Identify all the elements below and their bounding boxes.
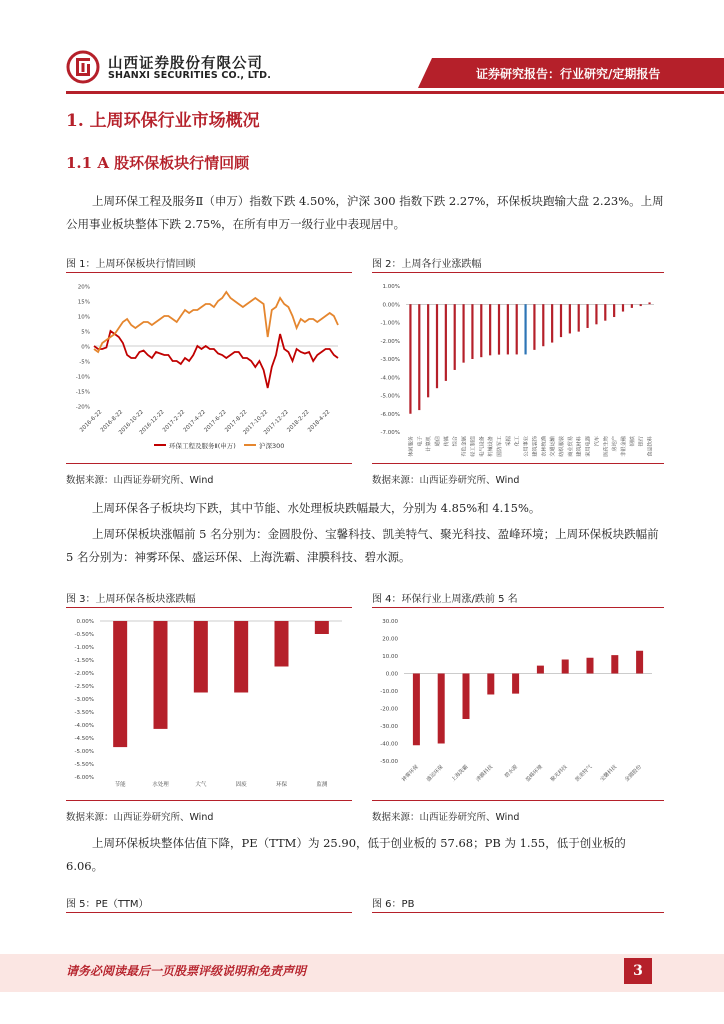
bar (489, 304, 491, 355)
x-tick-label: 凯美特气 (574, 764, 594, 784)
x-tick-label: 通信 (435, 436, 441, 447)
figure-4-bottom-rule (372, 800, 664, 801)
x-tick-label: 盛运环保 (425, 764, 445, 784)
y-tick-label: 0.00% (382, 302, 400, 309)
bar (578, 304, 580, 331)
x-tick-label: 采掘 (505, 436, 512, 447)
bar (604, 304, 606, 320)
figure-4-source: 数据来源：山西证券研究所、Wind (372, 812, 520, 823)
figure-1-bottom-rule (66, 463, 352, 464)
series-hs300-line (94, 292, 338, 352)
x-tick-label: 机械设备 (488, 436, 495, 457)
y-tick-label: -20.00 (380, 706, 398, 713)
x-tick-label: 上海洗霸 (450, 764, 470, 784)
x-tick-label: 建筑装饰 (532, 436, 539, 457)
x-tick-label: 2017-6-22 (203, 409, 228, 434)
y-tick-label: -5.50% (74, 762, 94, 768)
x-tick-label: 碧水源 (503, 764, 520, 780)
y-tick-label: -5% (79, 359, 90, 366)
x-tick-label: 大气 (195, 782, 207, 788)
figure-3-bottom-rule (66, 800, 352, 801)
bar (636, 651, 643, 674)
x-tick-label: 水处理 (152, 782, 169, 788)
y-tick-label: -3.00% (380, 357, 400, 363)
subsection-title: 1.1 A 股环保板块行情回顾 (66, 154, 250, 172)
page-number: 3 (624, 958, 652, 984)
figure-5-rule (66, 912, 352, 913)
y-tick-label: 20.00 (382, 636, 398, 643)
x-tick-label: 2017-2-22 (161, 409, 187, 434)
y-tick-label: -4.00% (74, 723, 94, 729)
x-tick-label: 2017-10-22 (242, 409, 270, 437)
figure-3-rule (66, 607, 352, 608)
y-tick-label: 0.00 (385, 671, 398, 678)
figure-6-rule (372, 912, 664, 913)
x-tick-label: 有色金属 (461, 436, 468, 457)
bar (648, 302, 650, 304)
y-tick-label: -1.00% (380, 320, 400, 327)
x-tick-label: 2018-4-22 (307, 409, 332, 434)
bar (234, 621, 248, 693)
x-tick-label: 电子 (417, 436, 424, 447)
bar (640, 304, 642, 306)
bar (516, 304, 518, 354)
bar (586, 304, 588, 328)
x-tick-label: 国防军工 (497, 436, 503, 457)
bar (613, 304, 615, 317)
bar (275, 621, 289, 667)
y-tick-label: -3.00% (74, 697, 94, 703)
x-tick-label: 非银金融 (621, 436, 627, 457)
figure-5-title: 图 5：PE（TTM） (66, 899, 149, 910)
figure-2-bottom-rule (372, 463, 664, 464)
y-tick-label: 30.00 (382, 619, 398, 625)
figure-2-bar-chart (372, 276, 664, 462)
figure-2-source: 数据来源：山西证券研究所、Wind (372, 475, 520, 486)
bar (413, 674, 420, 746)
figure-2-title: 图 2：上周各行业涨跌幅 (372, 259, 482, 270)
y-tick-label: -2.50% (74, 684, 94, 690)
legend-label-hs300: 沪深300 (259, 442, 285, 450)
x-tick-label: 医药生物 (603, 436, 610, 457)
bar (462, 304, 464, 362)
bar (595, 304, 597, 324)
x-tick-label: 津膜科技 (475, 764, 495, 784)
paragraph-valuation: 上周环保板块整体估值下降，PE（TTM）为 25.90，低于创业板的 57.68；PB 为 1.55，低于创业板的 6.06。 (66, 836, 626, 873)
y-tick-label: 10.00 (382, 654, 398, 660)
y-tick-label: -15% (75, 389, 90, 396)
y-tick-label: 1.00% (382, 284, 400, 290)
figure-3-bar-chart (66, 611, 352, 800)
y-tick-label: -0.50% (74, 632, 94, 638)
figure-1-title: 图 1：上周环保板块行情回顾 (66, 259, 196, 270)
x-tick-label: 传媒 (443, 436, 450, 447)
x-tick-label: 节能 (114, 782, 126, 788)
figure-6-title: 图 6：PB (372, 899, 415, 910)
bar (512, 674, 519, 694)
x-tick-label: 2016-12-22 (138, 409, 166, 437)
x-tick-label: 2016-6-22 (79, 409, 104, 434)
x-tick-label: 农林牧渔 (541, 436, 548, 457)
bar (498, 304, 500, 354)
x-tick-label: 汽车 (594, 436, 601, 447)
x-tick-label: 宝馨科技 (599, 764, 619, 784)
x-tick-label: 2016-8-22 (99, 409, 125, 434)
shanxi-securities-logo-icon (66, 50, 100, 84)
figure-4-rule (372, 607, 664, 608)
y-tick-label: -1.50% (74, 658, 94, 664)
y-tick-label: 5% (81, 329, 90, 336)
series-env-index-line (94, 331, 338, 388)
x-tick-label: 2017-4-22 (182, 409, 208, 434)
bar (631, 304, 633, 308)
figure-4-bar-chart (372, 611, 664, 800)
bar (542, 304, 544, 346)
y-tick-label: -10% (75, 374, 90, 381)
x-tick-label: 商业贸易 (567, 436, 574, 457)
x-tick-label: 食品饮料 (647, 436, 654, 457)
bar (418, 304, 420, 410)
bar (194, 621, 208, 693)
bar (560, 304, 562, 337)
x-tick-label: 2017-12-22 (263, 409, 290, 437)
x-tick-label: 2016-10-22 (118, 409, 145, 437)
paragraph-market-review: 上周环保工程及服务Ⅱ（申万）指数下跌 4.50%，沪深 300 指数下跌 2.27%，环保板块跑输大盘 2.23%。上周公用事业板块整体下跌 2.75%，在所有申万一级行业中表现居中。 (66, 194, 664, 231)
bar (611, 655, 618, 673)
section-title: 1. 上周环保行业市场概况 (66, 111, 260, 131)
x-tick-label: 神雾环保 (400, 764, 420, 784)
bar (436, 304, 438, 388)
page-header (0, 0, 724, 95)
bar (463, 674, 470, 720)
y-tick-label: -3.50% (74, 710, 94, 716)
figure-3-title: 图 3：上周环保各板块涨跌幅 (66, 594, 196, 605)
figure-1-rule (66, 272, 352, 273)
company-name-cn: 山西证券股份有限公司 (108, 56, 263, 72)
y-tick-label: 20% (77, 284, 90, 291)
figure-4-title: 图 4：环保行业上周涨/跌前 5 名 (372, 594, 518, 605)
y-tick-label: -2.00% (74, 671, 94, 677)
bar (507, 304, 509, 354)
x-tick-label: 2017-8-22 (224, 409, 249, 434)
bar (562, 660, 569, 674)
paragraph-top5: 上周环保板块涨幅前 5 名分别为：金圆股份、宝馨科技、凯美特气、聚光科技、盈峰环境；上周环保板块跌幅前 5 名分别为：神雾环保、盛运环保、上海洗霸、津膜科技、碧水源。 (66, 527, 659, 564)
header-divider (66, 91, 724, 94)
y-tick-label: -30.00 (380, 724, 398, 730)
figure-1-line-chart (66, 276, 352, 462)
figure-3-source: 数据来源：山西证券研究所、Wind (66, 812, 214, 823)
bar (551, 304, 553, 342)
x-tick-label: 聚光科技 (549, 764, 569, 784)
x-tick-label: 银行 (638, 436, 645, 447)
y-tick-label: 15% (77, 299, 90, 306)
bar (454, 304, 456, 370)
figure-1-source: 数据来源：山西证券研究所、Wind (66, 475, 214, 486)
bar (533, 304, 535, 350)
bar (622, 304, 624, 311)
figure-2-rule (372, 272, 664, 273)
bar (409, 304, 411, 414)
y-tick-label: 0% (81, 344, 90, 351)
x-tick-label: 建筑材料 (576, 436, 583, 457)
x-tick-label: 金圆股份 (624, 764, 644, 784)
bar (524, 304, 526, 354)
y-tick-label: 0.00% (76, 619, 94, 625)
y-tick-label: -50.00 (380, 759, 398, 765)
y-tick-label: -4.00% (380, 375, 400, 382)
x-tick-label: 综合 (452, 436, 459, 447)
y-tick-label: -4.50% (74, 736, 94, 742)
bar (471, 304, 473, 359)
y-tick-label: -1.00% (74, 645, 94, 651)
x-tick-label: 2018-2-22 (286, 409, 311, 434)
x-tick-label: 环保 (275, 782, 288, 788)
bar (445, 304, 447, 381)
y-tick-label: -20% (75, 404, 90, 411)
y-tick-label: -6.00% (380, 411, 400, 418)
report-type: 证券研究报告：行业研究/定期报告 (476, 67, 661, 81)
y-tick-label: -2.00% (380, 338, 400, 345)
y-tick-label: -7.00% (380, 430, 400, 436)
x-tick-label: 交通运输 (550, 436, 557, 457)
bar (487, 674, 494, 695)
y-tick-label: 10% (77, 314, 90, 321)
bar (438, 674, 445, 744)
x-tick-label: 电气设备 (479, 436, 486, 457)
bar (113, 621, 127, 747)
y-tick-label: -5.00% (380, 393, 400, 400)
x-tick-label: 休闲服务 (408, 436, 415, 457)
bar (587, 658, 594, 674)
x-tick-label: 轻工制造 (470, 436, 477, 457)
bar (569, 304, 571, 333)
x-tick-label: 家用电器 (585, 436, 592, 457)
paragraph-subsector: 上周环保各子板块均下跌，其中节能、水处理板块跌幅最大，分别为 4.85%和 4.15%。 (92, 501, 541, 515)
bar (154, 621, 168, 729)
x-tick-label: 纺织服装 (559, 436, 565, 457)
footer-disclaimer: 请务必阅读最后一页股票评级说明和免责声明 (66, 964, 307, 978)
y-tick-label: -40.00 (380, 741, 398, 748)
x-tick-label: 监测 (316, 782, 328, 788)
y-tick-label: -10.00 (380, 689, 398, 695)
y-tick-label: -5.00% (74, 749, 94, 755)
bar (315, 621, 329, 634)
bar (537, 666, 544, 674)
x-tick-label: 计算机 (426, 436, 433, 452)
x-tick-label: 公用事业 (523, 436, 530, 457)
x-tick-label: 房地产 (612, 436, 619, 452)
x-tick-label: 钢铁 (629, 436, 636, 447)
bar (480, 304, 482, 357)
company-name-en: SHANXI SECURITIES CO., LTD. (108, 70, 272, 81)
x-tick-label: 盈峰环境 (524, 764, 544, 784)
legend-label-env: 环保工程及服务Ⅱ(申万) (169, 442, 236, 450)
y-tick-label: -6.00% (74, 775, 94, 781)
x-tick-label: 固废 (235, 782, 247, 788)
bar (427, 304, 429, 397)
x-tick-label: 化工 (514, 436, 521, 447)
